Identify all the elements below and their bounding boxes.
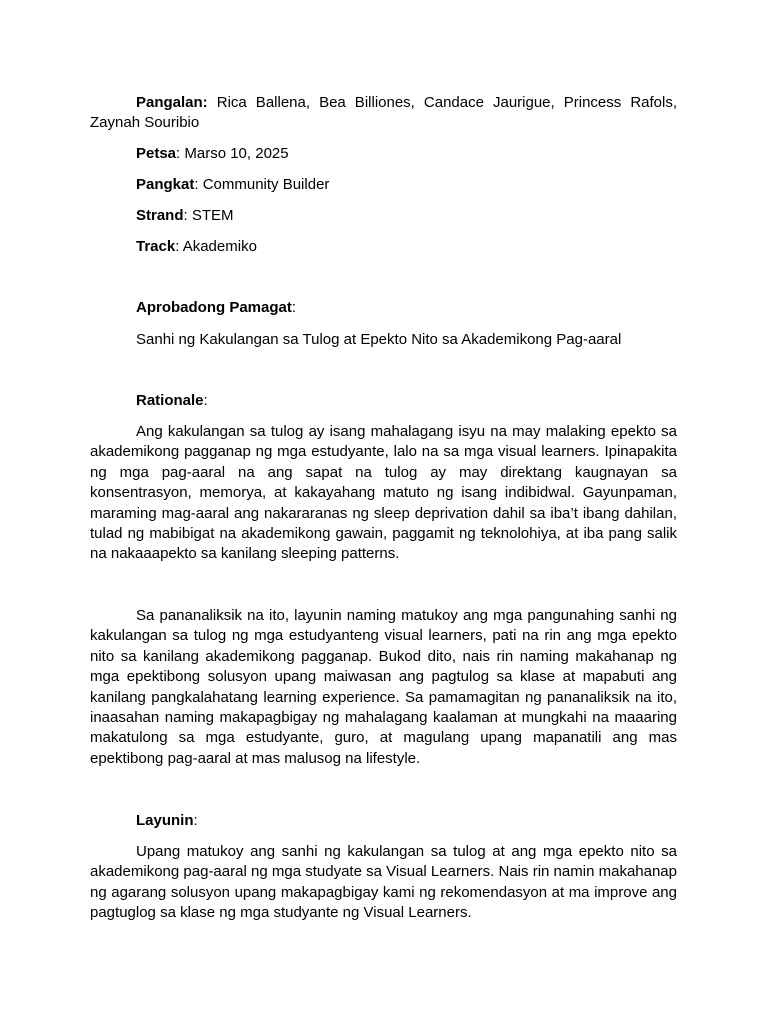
strand-label: Strand [136,207,184,224]
title-heading [136,298,296,318]
date-value: : Marso 10, 2025 [176,145,289,162]
objective-heading-colon: : [193,812,198,829]
track-value: : Akademiko [175,238,257,255]
title-heading-text: Aprobadong Pamagat [136,299,292,316]
group-label: Pangkat [136,176,195,193]
names-label: Pangalan: [136,94,208,111]
track-label: Track [136,238,176,255]
approved-title: Sanhi ng Kakulangan sa Tulog at Epekto Nito sa Akademikong Pag-aaral [136,331,622,348]
title-heading-colon: : [291,299,297,316]
rationale-heading-colon: : [203,392,208,409]
date-label: Petsa [136,145,177,162]
strand-line [136,206,234,226]
track-line [136,237,257,257]
group-value: : Community Builder [194,176,330,193]
objective-heading [136,811,198,831]
objective-heading-text: Layunin [136,812,194,829]
rationale-heading-text: Rationale [136,392,204,409]
rationale-paragraph-1: Ang kakulangan sa tulog ay isang mahalagang isyu na may malaking epekto sa akademikong pagganap ng mga estudyante, lalo na sa mga visual learners. Ipinapakita ng mga pag-aaral na ang sapat na tulog ay may direktang kaugnayan sa konsentrasyon, memorya, at kakayahang matuto ng isang indibidwal. Gayunpaman, maraming mag-aaral ang nakararanas ng sleep deprivation dahil sa iba’t ibang dahilan, tulad ng mabibigat na akademikong gawain, paggamit ng teknolohiya, at iba pang salik na nakaaapekto sa kanilang sleeping patterns. [90,423,677,563]
names-value: Rica Ballena, Bea Billiones, Candace Jaurigue, Princess Rafols, Zaynah Souribio [90,94,678,132]
names-line [90,93,677,134]
date-line [136,144,289,164]
rationale-heading [136,391,208,411]
objective-paragraph: Upang matukoy ang sanhi ng kakulangan sa tulog at ang mga epekto nito sa akademikong pag-aaral ng mga studyate sa Visual Learners. Nais rin namin makahanap ng agarang solusyon upang makapagbigay kami ng rekomendasyon at ma improve ang pagtuglog sa klase ng mga studyante ng Visual Learners. [90,843,677,922]
strand-value: : STEM [183,207,234,224]
rationale-paragraph-2: Sa pananaliksik na ito, layunin naming matukoy ang mga pangunahing sanhi ng kakulangan sa tulog ng mga estudyanteng visual learners, pati na rin ang mga epekto nito sa kanilang akademikong pagganap. Bukod dito, nais rin naming makahanap ng mga epektibong solusyon upang maiwasan ang pagtulog sa klase at mapabuti ang kanilang pangkalahatang learning experience. Sa pamamagitan ng pananaliksik na ito, inaasahan naming makapagbigay ng mahalagang kaalaman at mungkahi na maaaring makatulong sa mga estudyante, guro, at magulang upang mapanatili ang mas epektibong pag-aaral at mas malusog na lifestyle. [90,607,677,767]
group-line [136,175,329,195]
